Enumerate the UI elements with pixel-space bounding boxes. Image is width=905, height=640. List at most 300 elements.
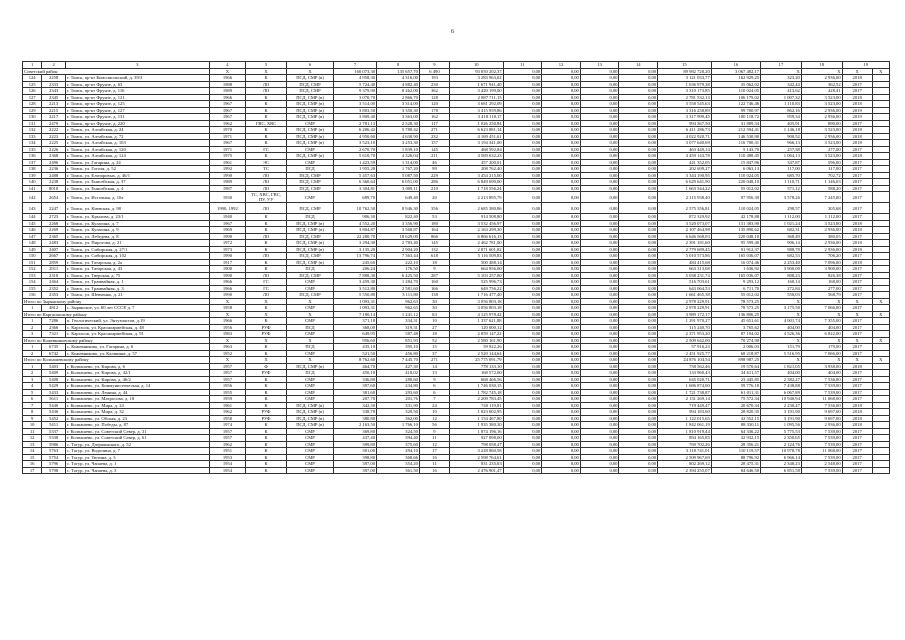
table-cell: 2407 xyxy=(42,246,66,253)
table-cell: 2019 xyxy=(842,114,872,121)
table-cell: 3 135,20 xyxy=(334,246,377,253)
table-cell: 287 xyxy=(419,272,449,279)
table-cell: 0,00 xyxy=(580,448,619,455)
table-cell: 1992 xyxy=(209,166,245,173)
table-cell: X xyxy=(842,298,872,305)
table-cell: 211 xyxy=(419,153,449,160)
table-cell: 3 803,50 xyxy=(334,107,377,114)
table-cell: 136 806,25 xyxy=(711,311,760,318)
table-cell: 31 889,34 xyxy=(711,120,760,127)
table-cell: 2 936,00 xyxy=(801,227,842,234)
table-cell: 4 958,30 xyxy=(334,75,377,82)
table-cell: 5 550,80 xyxy=(334,292,377,299)
table-cell: 11 xyxy=(419,461,449,468)
table-cell: 155 xyxy=(23,285,42,292)
table-cell: 3 xyxy=(23,331,42,338)
table-cell: 0,00 xyxy=(542,370,581,377)
table-cell: ЛО xyxy=(246,203,287,214)
table-cell: 89 982 720,20 xyxy=(658,68,712,75)
table-cell: 232 xyxy=(419,133,449,140)
table-cell: 3 121 033,77 xyxy=(658,75,712,82)
table-cell: 280,60 xyxy=(377,376,420,383)
table-cell: 994 367,50 xyxy=(658,120,712,127)
column-number: 7 xyxy=(334,62,377,69)
table-cell: 0,00 xyxy=(542,240,581,247)
table-cell: 3 228 860,58 xyxy=(449,448,503,455)
table-cell: 831 235,63 xyxy=(449,461,503,468)
table-cell: 618 xyxy=(419,253,449,260)
table-cell: 1 314,00 xyxy=(377,159,420,166)
table-cell: 7 xyxy=(419,396,449,403)
table-cell: 59 922,26 xyxy=(449,344,503,351)
table-cell: 0,00 xyxy=(580,101,619,108)
table-cell: 3 532 456,97 xyxy=(449,220,503,227)
table-cell: 5 116 509,83 xyxy=(449,253,503,260)
table-cell: 1 112,00 xyxy=(801,214,842,221)
table-cell: 134 xyxy=(23,140,42,147)
table-cell: ЛО xyxy=(246,233,287,240)
table-cell: 0,00 xyxy=(542,166,581,173)
table-cell: РУФ xyxy=(246,370,287,377)
table-cell: 0,00 xyxy=(580,166,619,173)
table-cell: 362 xyxy=(419,88,449,95)
address-cell: г. Колпашево, ул. Коммунистическая, д. 14 xyxy=(65,383,209,390)
table-cell: 3 418 118,17 xyxy=(449,114,503,121)
table-cell: 7 445,70 xyxy=(377,357,420,364)
table-cell: 212 594,41 xyxy=(711,127,760,134)
table-cell: 84 646,50 xyxy=(711,467,760,474)
table-cell: ПСД, СМР (в) xyxy=(286,220,333,227)
table-cell: 12 xyxy=(419,441,449,448)
table-cell: 4 950,60 xyxy=(334,133,377,140)
address-cell: с. Каргасок, ул. Красноармейская, д. 48 xyxy=(65,324,209,331)
table-cell: 3 317 999,45 xyxy=(658,114,712,121)
table-cell: 2 253,40 xyxy=(761,259,802,266)
section-title: Итого по Колпашевскому району xyxy=(23,357,210,364)
table-cell: 778 133,10 xyxy=(449,363,503,370)
table-cell: 0,00 xyxy=(619,172,658,179)
table-cell: X xyxy=(246,298,287,305)
table-cell: 404,00 xyxy=(801,324,842,331)
table-cell: 0,00 xyxy=(619,107,658,114)
table-cell: 7 xyxy=(23,402,42,409)
table-cell: 0,00 xyxy=(503,292,542,299)
table-cell: 0,00 xyxy=(619,402,658,409)
table-cell: 1951 xyxy=(209,448,245,455)
table-cell: 342,30 xyxy=(334,402,377,409)
table-cell: ПСД, СМР (в) xyxy=(286,133,333,140)
table-cell: 0,00 xyxy=(503,75,542,82)
table-cell: 6 206,42 xyxy=(334,127,377,134)
address-cell: г. Колпашево, ул. Кирова, д. 46/2 xyxy=(65,376,209,383)
table-cell: 1 146,03 xyxy=(801,179,842,186)
table-cell: 7 245,00 xyxy=(801,192,842,203)
table-cell: 2333 xyxy=(42,81,66,88)
address-cell: г. Томск, ул. Енисейская, д. 4 xyxy=(65,185,209,192)
table-cell: 413,62 xyxy=(761,88,802,95)
table-cell: 0,00 xyxy=(619,396,658,403)
table-cell: К xyxy=(246,140,287,147)
table-cell: 0,00 xyxy=(542,324,581,331)
table-cell: 0,00 xyxy=(619,305,658,312)
table-cell: 1957 xyxy=(209,370,245,377)
table-cell: 3 310 173,85 xyxy=(658,88,712,95)
table-cell: 0,00 xyxy=(580,214,619,221)
table-cell: 56 xyxy=(419,422,449,429)
table-cell: 3 765,62 xyxy=(711,324,760,331)
table-cell: X xyxy=(209,337,245,344)
table-cell: 3 344 190,95 xyxy=(658,172,712,179)
table-cell: 0,00 xyxy=(503,318,542,325)
table-cell: 798 058,47 xyxy=(449,441,503,448)
table-cell: 2 462 781,00 xyxy=(449,240,503,247)
table-cell: 1963 xyxy=(209,344,245,351)
table-cell: ЛО xyxy=(246,272,287,279)
table-cell: 152 xyxy=(23,266,42,273)
table-cell: 1983 xyxy=(209,331,245,338)
table-cell: 380,80 xyxy=(334,415,377,422)
table-cell: 0,00 xyxy=(580,396,619,403)
table-cell: 2 476 901,47 xyxy=(449,467,503,474)
table-cell: 150 xyxy=(23,253,42,260)
table-cell: 2 936,00 xyxy=(801,114,842,121)
column-number: 6 xyxy=(286,62,333,69)
table-cell: 20 xyxy=(419,192,449,203)
table-cell: 151,79 xyxy=(761,344,802,351)
table-cell: 2 866,70 xyxy=(377,94,420,101)
table-row xyxy=(23,192,890,203)
table-cell: 301,00 xyxy=(334,448,377,455)
table-cell: 404,00 xyxy=(761,324,802,331)
address-cell: г. Томск, ул. Алтайская, д. 72 xyxy=(65,133,209,140)
table-cell: 1 661 465,38 xyxy=(658,292,712,299)
table-cell: 0,00 xyxy=(619,203,658,214)
table-cell: 1930 xyxy=(209,192,245,203)
table-cell: 0,00 xyxy=(580,159,619,166)
address-cell: г. Томск, пр-кт Фрунзе, д. 116 xyxy=(65,88,209,95)
table-cell: 0,00 xyxy=(619,350,658,357)
table-cell: 129 xyxy=(23,107,42,114)
table-cell: 1 064,13 xyxy=(761,153,802,160)
address-cell: г. Томск, ул. Татарская, д. 2а xyxy=(65,259,209,266)
table-cell: 12 xyxy=(419,415,449,422)
table-cell: 0,00 xyxy=(580,324,619,331)
table-cell: 7 539,00 xyxy=(801,454,842,461)
table-cell: 0,00 xyxy=(542,127,581,134)
table-cell: 0,00 xyxy=(580,311,619,318)
table-cell: 1 291 970,27 xyxy=(658,318,712,325)
address-cell: г. Томск, ул. Трамвайная, д. 1 xyxy=(65,279,209,286)
table-cell: 1990, 1992 xyxy=(209,203,245,214)
table-cell: 2018 xyxy=(842,127,872,134)
table-cell: 1969 xyxy=(209,227,245,234)
table-cell: 1966 xyxy=(209,285,245,292)
table-cell: 5411 xyxy=(42,422,66,429)
table-cell: 1954 xyxy=(209,467,245,474)
table-cell: 2 350,65 xyxy=(761,435,802,442)
table-cell: 0,00 xyxy=(542,227,581,234)
table-cell: 0,00 xyxy=(619,357,658,364)
table-cell: 137 xyxy=(23,159,42,166)
table-cell: X xyxy=(761,298,802,305)
table-cell: 2 163 299,30 xyxy=(449,227,503,234)
table-cell: 1957 xyxy=(209,363,245,370)
table-cell: 180 xyxy=(419,220,449,227)
table-cell: 25 775 091,79 xyxy=(449,357,503,364)
table-cell: 16 xyxy=(23,461,42,468)
table-cell: X xyxy=(872,298,889,305)
table-cell: 3 523,00 xyxy=(801,127,842,134)
table-body xyxy=(23,62,890,474)
table-cell: 1 110,83 xyxy=(761,101,802,108)
table-cell: 16 074,46 xyxy=(711,259,760,266)
table-cell: 7 363,44 xyxy=(377,253,420,260)
table-cell: 331,90 xyxy=(377,402,420,409)
table-cell: 1 095,56 xyxy=(761,422,802,429)
table-cell: 88 796,92 xyxy=(711,454,760,461)
table-cell: ПСД, СМР (в) xyxy=(286,101,333,108)
table-cell: 30 xyxy=(419,305,449,312)
table-cell: 4 xyxy=(23,383,42,390)
address-cell: г. Томск, ул. Алтайская, д. 120 xyxy=(65,146,209,153)
table-cell: 117 xyxy=(419,120,449,127)
table-cell: 2 394 255,07 xyxy=(658,467,712,474)
table-cell: 100 118,72 xyxy=(711,114,760,121)
table-cell: 2017 xyxy=(842,441,872,448)
table-cell: 0,00 xyxy=(503,146,542,153)
table-cell: 145 xyxy=(419,240,449,247)
table-cell: 2 978 229,91 xyxy=(658,305,712,312)
table-cell: 3 077 640,69 xyxy=(658,140,712,147)
address-cell: г. Томск, ул. Елизаровых, д. 46/1 xyxy=(65,172,209,179)
address-cell: г. Томск, ул. Шевченко, д. 21 xyxy=(65,292,209,299)
table-cell: 3 523,00 xyxy=(801,101,842,108)
table-cell: 2236 xyxy=(42,166,66,173)
table-cell: 179,00 xyxy=(801,344,842,351)
table-cell: 2 904,20 xyxy=(377,246,420,253)
table-cell: 2859 xyxy=(42,259,66,266)
table-cell: 15 847,96 xyxy=(711,159,760,166)
table-cell: 0,00 xyxy=(542,344,581,351)
table-cell: 1 821,05 xyxy=(761,363,802,370)
table-cell: 0,00 xyxy=(542,298,581,305)
table-cell xyxy=(872,203,889,214)
table-cell: 0,00 xyxy=(619,422,658,429)
table-cell: 1 874 196,16 xyxy=(449,428,503,435)
table-cell: X xyxy=(246,357,287,364)
section-title: Итого по Каргасокскому району xyxy=(23,311,210,318)
table-cell: 6 866 616,13 xyxy=(449,233,503,240)
table-cell: 2483 xyxy=(42,240,66,247)
table-cell: 46 xyxy=(419,159,449,166)
table-cell: 0,00 xyxy=(542,133,581,140)
table-cell: 5429 xyxy=(42,383,66,390)
table-cell: 1962 xyxy=(209,120,245,127)
table-cell: 0,00 xyxy=(619,331,658,338)
table-cell: 2017 xyxy=(842,383,872,390)
table-cell: 3 118 741,01 xyxy=(658,448,712,455)
table-cell: 11 xyxy=(23,428,42,435)
table-cell: 0,00 xyxy=(542,159,581,166)
table-cell: 914 508,80 xyxy=(449,214,503,221)
table-cell: 3 009,11 xyxy=(377,185,420,192)
address-cell: г. Томск, ул. Алтайская, д. 103 xyxy=(65,140,209,147)
table-cell: 7286 xyxy=(42,318,66,325)
table-cell: 0,00 xyxy=(580,298,619,305)
table-cell: 1958 xyxy=(209,415,245,422)
table-cell: 0,00 xyxy=(619,448,658,455)
table-cell: ПСД, СМР xyxy=(286,88,333,95)
table-cell: 3 253,30 xyxy=(377,140,420,147)
table-cell: X xyxy=(801,357,842,364)
table-cell: X xyxy=(246,68,287,75)
table-cell: 0,00 xyxy=(503,344,542,351)
table-cell: 362,00 xyxy=(377,415,420,422)
table-cell: 10 xyxy=(419,409,449,416)
table-cell: Ф xyxy=(246,363,287,370)
table-cell: 2017 xyxy=(842,179,872,186)
table-cell: 7 066,00 xyxy=(801,305,842,312)
table-cell: 2018 xyxy=(842,409,872,416)
table-cell: X xyxy=(209,357,245,364)
table-cell: 0,00 xyxy=(503,370,542,377)
table-cell: 668 466,56 xyxy=(449,376,503,383)
table-cell: СМР xyxy=(286,376,333,383)
table-cell: 24 876 104,54 xyxy=(658,357,712,364)
table-cell: 3 283 963,02 xyxy=(449,75,503,82)
table-cell: 1956 xyxy=(209,383,245,390)
table-cell: 808,23 xyxy=(761,272,802,279)
table-cell: 7 539,00 xyxy=(801,383,842,390)
table-cell: 78 573,25 xyxy=(711,298,760,305)
table-cell: 0,00 xyxy=(542,233,581,240)
table-cell: 0,00 xyxy=(542,146,581,153)
table-cell: 106 179,02 xyxy=(711,94,760,101)
column-number: 14 xyxy=(619,62,658,69)
table-cell: 3 454 215,00 xyxy=(449,172,503,179)
table-cell: 4 326,04 xyxy=(377,153,420,160)
table-cell: 162 xyxy=(419,114,449,121)
address-cell: г. Томск, ул. Сибирская, д. 27/1 xyxy=(65,246,209,253)
table-cell: 6 711,70 xyxy=(711,285,760,292)
table-cell: 5796 xyxy=(42,461,66,468)
table-cell: 0,00 xyxy=(619,133,658,140)
table-cell: 685,70 xyxy=(761,172,802,179)
address-cell: г. Томск, пр-кт Фрунзе, д. 131 xyxy=(65,114,209,121)
table-cell: 0,00 xyxy=(619,75,658,82)
table-cell: 2 670,70 xyxy=(334,146,377,153)
table-cell: 6 067,89 xyxy=(761,389,802,396)
table-cell: 153 xyxy=(23,272,42,279)
table-cell: 122 746,46 xyxy=(711,101,760,108)
table-cell: 286 xyxy=(419,179,449,186)
table-cell: 435,10 xyxy=(334,344,377,351)
table-cell: 0,00 xyxy=(619,214,658,221)
table-cell: 1966 xyxy=(209,318,245,325)
table-cell: 0,00 xyxy=(619,311,658,318)
table-cell: 2017 xyxy=(842,185,872,192)
table-cell: 0,00 xyxy=(619,441,658,448)
table-cell: 0,00 xyxy=(580,331,619,338)
table-cell: 397,60 xyxy=(334,383,377,390)
column-number: 4 xyxy=(209,62,245,69)
table-cell: 1940 xyxy=(209,214,245,221)
table-cell: 2017 xyxy=(842,389,872,396)
table-cell: 142 xyxy=(23,192,42,203)
address-cell: г. Колпашево, ул. Матросова, д. 18 xyxy=(65,396,209,403)
table-cell: 0,00 xyxy=(580,88,619,95)
table-cell: 516 703,61 xyxy=(658,279,712,286)
table-cell: 3 056 803,18 xyxy=(449,298,503,305)
table-cell: 0,00 xyxy=(619,461,658,468)
table-cell: 0,00 xyxy=(619,318,658,325)
table-cell: 115 240,70 xyxy=(658,324,712,331)
table-cell: 0,00 xyxy=(542,428,581,435)
table-cell: 1967 xyxy=(209,101,245,108)
table-cell: 959,34 xyxy=(761,114,802,121)
table-cell: 3 681 292,09 xyxy=(449,101,503,108)
table-cell: 11 xyxy=(419,435,449,442)
table-cell: 143 xyxy=(23,203,42,214)
table-cell: 2017 xyxy=(842,448,872,455)
table-cell: 2 936,00 xyxy=(801,246,842,253)
table-cell: СМР xyxy=(286,383,333,390)
table-cell: 0,00 xyxy=(619,298,658,305)
table-cell: 0,00 xyxy=(542,318,581,325)
table-cell: 0,00 xyxy=(619,140,658,147)
table-cell: 234,80 xyxy=(377,383,420,390)
table-cell: СМР xyxy=(286,350,333,357)
table-cell: 0,00 xyxy=(542,114,581,121)
table-cell: 336,80 xyxy=(334,376,377,383)
table-cell: 2 451 925,77 xyxy=(658,350,712,357)
table-cell: ЛО xyxy=(246,253,287,260)
table-cell: 3 938,00 xyxy=(801,363,842,370)
table-cell: 0,00 xyxy=(619,159,658,166)
table-cell: 0,00 xyxy=(503,246,542,253)
column-number: 17 xyxy=(761,62,802,69)
table-cell: 2 115 938,40 xyxy=(658,192,712,203)
address-cell: г. Томск, пр-кт Фрунзе, д. 127 xyxy=(65,107,209,114)
table-cell: 0,00 xyxy=(503,88,542,95)
table-cell: 2018 xyxy=(842,240,872,247)
table-cell: 53 xyxy=(419,214,449,221)
table-cell: 220 048,10 xyxy=(711,179,760,186)
table-cell: 2019 xyxy=(842,107,872,114)
table-cell: 9 697,00 xyxy=(801,415,842,422)
table-cell: 138 xyxy=(23,166,42,173)
table-cell: 133 xyxy=(23,133,42,140)
table-cell: 6735 xyxy=(42,344,66,351)
table-cell: 131 383,90 xyxy=(711,220,760,227)
table-cell: 368,00 xyxy=(334,324,377,331)
table-cell: РУФ xyxy=(246,409,287,416)
table-cell: 0,00 xyxy=(503,415,542,422)
table-cell: 1989 xyxy=(209,88,245,95)
table-cell: 10 xyxy=(419,318,449,325)
table-cell: 160 073,30 xyxy=(334,68,377,75)
table-cell: 2018 xyxy=(842,94,872,101)
table-cell: 0,00 xyxy=(503,179,542,186)
table-cell: ПСД xyxy=(286,166,333,173)
table-cell: 0,00 xyxy=(580,318,619,325)
table-cell: 0,00 xyxy=(542,415,581,422)
table-cell: 2018 xyxy=(842,227,872,234)
table-cell: 7 438,88 xyxy=(761,383,802,390)
table-cell: 7321 xyxy=(42,331,66,338)
table-cell: 2017 xyxy=(842,318,872,325)
table-cell: 851,93 xyxy=(377,337,420,344)
